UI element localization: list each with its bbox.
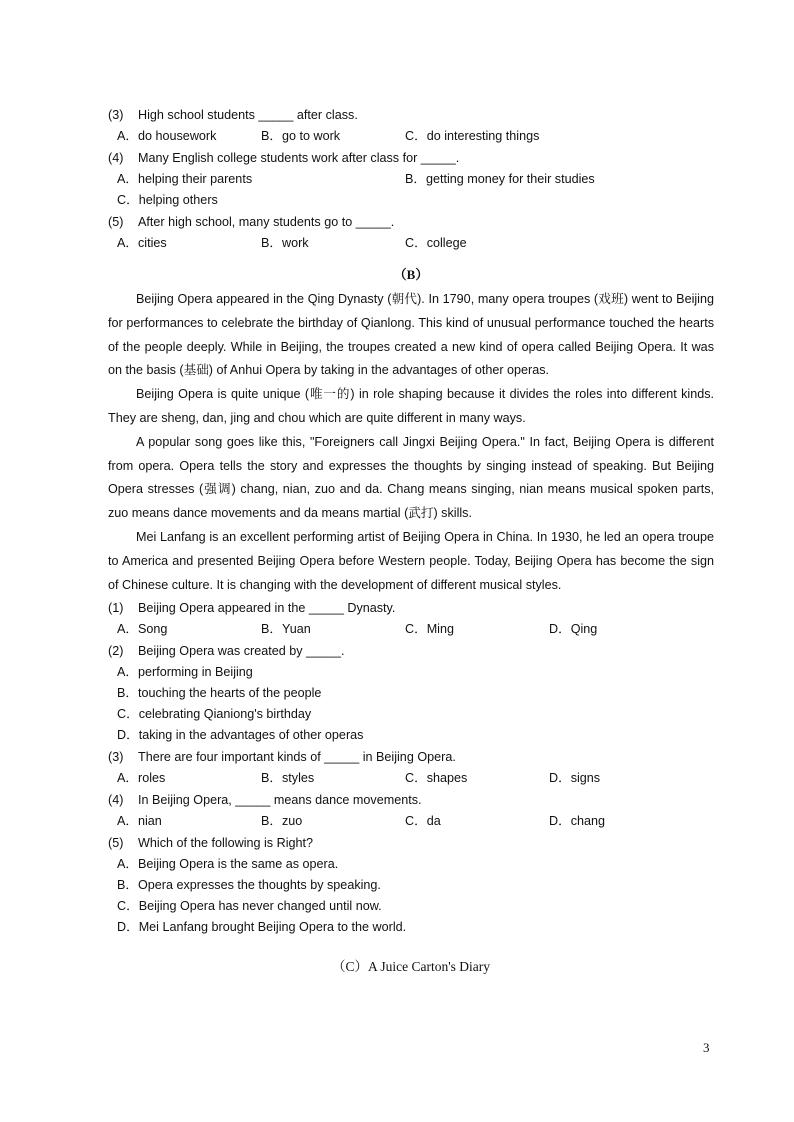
option: A．cities — [117, 236, 167, 250]
options-row — [108, 190, 714, 211]
options-row — [108, 169, 714, 190]
option: B．work — [261, 236, 309, 250]
passage-paragraph: Beijing Opera is quite unique (唯一的) in role shaping because it divides the roles into different kinds. They are sheng, dan, jing and chou which are quite different in many ways. — [108, 387, 714, 425]
section-c-heading: （C）A Juice Carton's Diary — [331, 959, 491, 975]
question-b2 — [108, 640, 714, 662]
option: C．helping others — [117, 193, 218, 207]
options-row — [108, 811, 714, 832]
question-b1 — [108, 597, 714, 619]
question-stem: High school students _____ after class. — [138, 108, 358, 122]
options-row — [108, 917, 714, 938]
question-number: (1) — [108, 601, 124, 616]
question-number: (3) — [108, 750, 124, 765]
question-a5 — [108, 211, 714, 233]
question-number: (4) — [108, 151, 124, 165]
options-row — [108, 768, 714, 789]
option: B．Yuan — [261, 622, 311, 637]
question-a4 — [108, 147, 714, 169]
option: A．performing in Beijing — [117, 665, 253, 680]
option: D．Mei Lanfang brought Beijing Opera to the world. — [117, 920, 407, 935]
option: A．Beijing Opera is the same as opera. — [117, 857, 339, 872]
options-row — [108, 704, 714, 725]
question-stem: Which of the following is Right? — [138, 836, 313, 851]
option: C．shapes — [405, 771, 468, 786]
option: A．roles — [117, 771, 166, 786]
question-number: (2) — [108, 644, 124, 659]
option: B．touching the hearts of the people — [117, 686, 322, 701]
options-row — [108, 725, 714, 746]
question-stem: Beijing Opera was created by _____. — [138, 644, 345, 659]
question-a3 — [108, 104, 714, 126]
option: B．zuo — [261, 814, 303, 829]
option: C．Beijing Opera has never changed until now. — [117, 899, 382, 914]
question-number: (4) — [108, 793, 124, 808]
option: A．Song — [117, 622, 168, 637]
option: C．do interesting things — [405, 129, 540, 143]
option: A．do housework — [117, 129, 217, 143]
option: D．signs — [549, 771, 601, 786]
option: C．Ming — [405, 622, 454, 637]
option: A．nian — [117, 814, 162, 829]
passage-paragraph: Mei Lanfang is an excellent performing artist of Beijing Opera in China. In 1930, he led an opera troupe to America and presented Beijing Opera before Western people. Today, Beijing Opera has become the sign of Chinese culture. It is changing with the development of different musical styles. — [108, 529, 714, 592]
option: B．go to work — [261, 129, 341, 143]
options-row — [108, 662, 714, 683]
options-row — [108, 683, 714, 704]
page-content — [108, 104, 714, 978]
options-row — [108, 233, 714, 254]
question-number: (5) — [108, 836, 124, 851]
option: C．da — [405, 814, 441, 829]
option: D．taking in the advantages of other operas — [117, 728, 364, 743]
question-stem: In Beijing Opera, _____ means dance movements. — [138, 793, 422, 808]
options-row — [108, 875, 714, 896]
question-stem: There are four important kinds of _____ in Beijing Opera. — [138, 750, 456, 765]
options-row — [108, 619, 714, 640]
option: B．styles — [261, 771, 315, 786]
option: A．helping their parents — [117, 172, 253, 186]
option: B．getting money for their studies — [405, 172, 595, 186]
option: D．chang — [549, 814, 606, 829]
question-b5 — [108, 832, 714, 854]
options-row — [108, 896, 714, 917]
question-number: (5) — [108, 215, 124, 229]
question-stem: Many English college students work after class for _____. — [138, 151, 460, 165]
options-row — [108, 854, 714, 875]
question-number: (3) — [108, 108, 124, 122]
page-number: 3 — [703, 1040, 710, 1055]
option: D．Qing — [549, 622, 598, 637]
options-row — [108, 126, 714, 147]
question-stem: Beijing Opera appeared in the _____ Dynasty. — [138, 601, 396, 616]
option: B．Opera expresses the thoughts by speaking. — [117, 878, 381, 893]
option: C．celebrating Qianiong's birthday — [117, 707, 312, 722]
section-b-heading: （B） — [393, 267, 429, 282]
question-b4 — [108, 789, 714, 811]
question-b3 — [108, 746, 714, 768]
question-stem: After high school, many students go to _____. — [138, 215, 395, 229]
passage-paragraph: A popular song goes like this, "Foreigners call Jingxi Beijing Opera." In fact, Beijing Opera is different from opera. Opera tells the story and expresses the thoughts by singing instead of speaking. But Beijing Opera stresses (强调) chang, nian, zuo and da. Chang means singing, nian means musical spoken parts, zuo means dance movements and da means martial (武打) skills. — [108, 434, 714, 521]
option: C．college — [405, 236, 467, 250]
passage-paragraph: Beijing Opera appeared in the Qing Dynasty (朝代). In 1790, many opera troupes (戏班) went to Beijing for performances to celebrate the birthday of Qianlong. This kind of unusual performance touched the hearts of the people deeply. While in Beijing, the troupes created a new kind of opera called Beijing Opera. It was on the basis (基础) of Anhui Opera by taking in the advantages of other operas. — [108, 292, 714, 378]
